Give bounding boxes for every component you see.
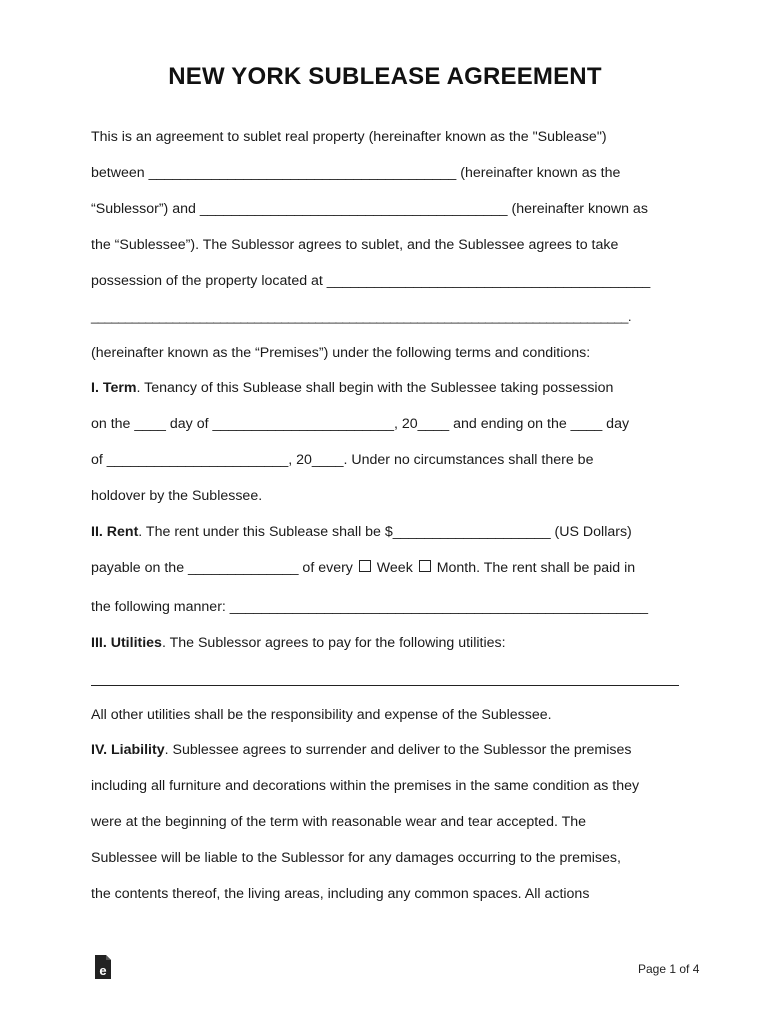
liability-paragraph-line-1 [91,741,631,759]
liability-paragraph-line-3: were at the beginning of the term with reasonable wear and tear accepted. The [91,814,587,830]
rent-paragraph-line-1 [91,523,632,541]
utilities-text: . The Sublessor agrees to pay for the following utilities: [161,635,506,651]
intro-line-5: possession of the property located at _________________________________________ [91,273,651,289]
rent-paragraph-line-3: the following manner: _____________________________________________________ [91,599,648,615]
month-label: Month. The rent shall be paid in [432,560,636,576]
intro-line-6: _______________________________________________________________________________. [91,309,631,324]
liability-heading: IV. Liability [91,742,165,758]
term-text: . Tenancy of this Sublease shall begin with the Sublessee taking possession [136,380,614,396]
term-paragraph-line-3: of _______________________, 20____. Under no circumstances shall there be [91,452,594,468]
liability-paragraph-line-2: including all furniture and decorations within the premises in the same condition as they [91,778,640,794]
rent-heading: II. Rent [91,524,139,540]
term-paragraph-line-1 [91,379,613,397]
liability-paragraph-line-5: the contents thereof, the living areas, including any common spaces. All actions [91,886,590,902]
rent-paragraph-line-2 [91,559,635,577]
rent-payable-text: payable on the ______________ of every [91,560,357,576]
utilities-heading: III. Utilities [91,635,162,651]
liability-paragraph-line-4: Sublessee will be liable to the Sublessor for any damages occurring to the premises, [91,850,621,866]
week-checkbox[interactable] [359,560,371,572]
page-title: NEW YORK SUBLEASE AGREEMENT [168,63,602,90]
intro-line-7: (hereinafter known as the “Premises”) under the following terms and conditions: [91,345,591,361]
month-checkbox[interactable] [419,560,431,572]
intro-line-1: This is an agreement to sublet real property (hereinafter known as the "Sublease") [91,129,607,145]
term-paragraph-line-2: on the ____ day of _______________________, 20____ and ending on the ____ day [91,416,630,432]
rent-text: . The rent under this Sublease shall be $____________________ (US Dollars) [138,524,632,540]
term-paragraph-line-4: holdover by the Sublessee. [91,488,263,504]
week-label: Week [372,560,417,576]
liability-text: . Sublessee agrees to surrender and deliver to the Sublessor the premises [164,742,632,758]
document-e-logo-icon [93,954,113,980]
intro-line-2: between _______________________________________ (hereinafter known as the [91,165,621,181]
utilities-paragraph-line-2: All other utilities shall be the responsibility and expense of the Sublessee. [91,707,552,723]
utilities-paragraph-line-1 [91,634,506,652]
term-heading: I. Term [91,380,137,396]
svg-text:e: e [99,963,107,978]
utilities-blank-line [91,685,679,686]
intro-line-3: “Sublessor”) and _______________________________________ (hereinafter known as [91,201,648,217]
page-number: Page 1 of 4 [638,962,700,976]
intro-line-4: the “Sublessee”). The Sublessor agrees to sublet, and the Sublessee agrees to take [91,237,619,253]
